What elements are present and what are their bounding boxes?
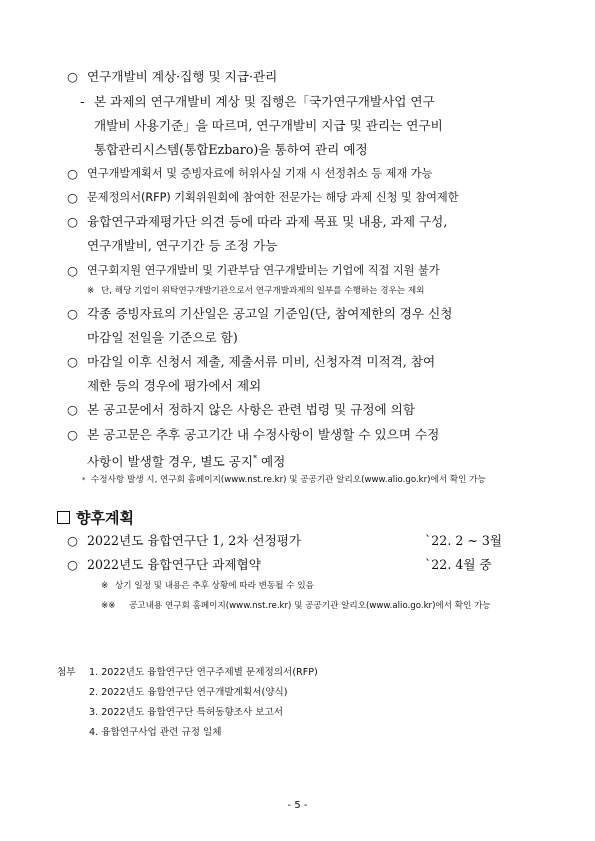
item-text: 본 공고문은 추후 공고기간 내 수정사항이 발생할 수 있으며 수정 [87,427,440,442]
item-text: 연구개발비, 연구기간 등 조정 가능 [87,238,278,253]
note-text: 공고내용 연구회 홈페이지(www.nst.re.kr) 및 공공기관 알리오(www.alio.go.kr)에서 확인 가능 [129,601,491,611]
circle-bullet: ○ [67,427,78,442]
schedule-date: `22. 4월 중 [425,557,492,572]
item-text: 본 공고문에서 정하지 않은 사항은 관련 법령 및 규정에 의함 [87,402,416,417]
attachment-label: 첨부 [57,667,76,678]
note-mark: ※ [87,286,95,296]
circle-bullet: ○ [67,306,78,321]
section-heading [57,508,134,528]
page-number: - 5 - [287,800,308,811]
item-text: 사항이 발생할 경우, 별도 공지* 예정 [87,454,286,470]
attachment-item: 1. 2022년도 융합연구단 연구주제별 문제정의서(RFP) [89,667,318,678]
section-heading-label: 향후계획 [76,509,134,527]
circle-bullet: ○ [67,533,78,548]
item-text: 연구개발계획서 및 증빙자료에 허위사실 기재 시 선정취소 등 제재 가능 [87,167,433,180]
dash-bullet: - [80,94,85,109]
note-text: 단, 해당 기업이 위탁연구개발기관으로서 연구개발과제의 일부를 수행하는 경우는 제외 [101,286,425,296]
circle-bullet: ○ [67,354,78,369]
note-text: 수정사항 발생 시, 연구회 홈페이지(www.nst.re.kr) 및 공공기관 알리오(www.alio.go.kr)에서 확인 가능 [91,475,486,485]
item-subtext: 통합관리시스템(통합Ezbaro)을 통하여 관리 예정 [94,142,368,157]
item-text: 연구회지원 연구개발비 및 기관부담 연구개발비는 기업에 직접 지원 불가 [87,264,440,277]
item-text: 각종 증빙자료의 기산일은 공고일 기준임(단, 참여제한의 경우 신청 [87,306,453,321]
schedule-task: 2022년도 융합연구단 과제협약 [87,557,261,572]
circle-bullet: ○ [67,214,78,229]
circle-bullet: ○ [67,263,78,278]
circle-bullet: ○ [67,557,78,572]
circle-bullet: ○ [67,402,78,417]
circle-bullet: ○ [67,190,78,205]
note-mark: * [82,476,86,484]
schedule-date: `22. 2 ~ 3월 [425,533,503,548]
note-mark: ※ [101,581,109,591]
item-text: 문제정의서(RFP) 기획위원회에 참여한 전문가는 해당 과제 신청 및 참여제한 [87,191,459,204]
square-bullet-icon [57,511,70,524]
item-text: 제한 등의 경우에 평가에서 제외 [87,378,262,393]
item-text: 융합연구과제평가단 의견 등에 따라 과제 목표 및 내용, 과제 구성, [87,214,448,229]
note-text: 상기 일정 및 내용은 추후 상황에 따라 변동될 수 있음 [115,581,314,591]
circle-bullet: ○ [67,69,78,84]
attachment-item: 3. 2022년도 융합연구단 특허동향조사 보고서 [89,707,284,718]
item-subtext: 개발비 사용기준」을 따르며, 연구개발비 지급 및 관리는 연구비 [94,118,443,133]
schedule-task: 2022년도 융합연구단 1, 2차 선정평가 [87,533,302,548]
item-subtext: 본 과제의 연구개발비 계상 및 집행은「국가연구개발사업 연구 [94,94,435,109]
item-text: 연구개발비 계상·집행 및 지급·관리 [87,69,278,84]
attachment-item: 4. 융합연구사업 관련 규정 일체 [89,727,222,738]
item-text: 마감일 전일을 기준으로 함) [87,330,238,345]
item-text: 마감일 이후 신청서 제출, 제출서류 미비, 신청자격 미적격, 참여 [87,354,436,369]
note-mark: ※※ [101,601,116,611]
attachment-item: 2. 2022년도 융합연구단 연구개발계획서(양식) [89,687,288,698]
circle-bullet: ○ [67,166,78,181]
